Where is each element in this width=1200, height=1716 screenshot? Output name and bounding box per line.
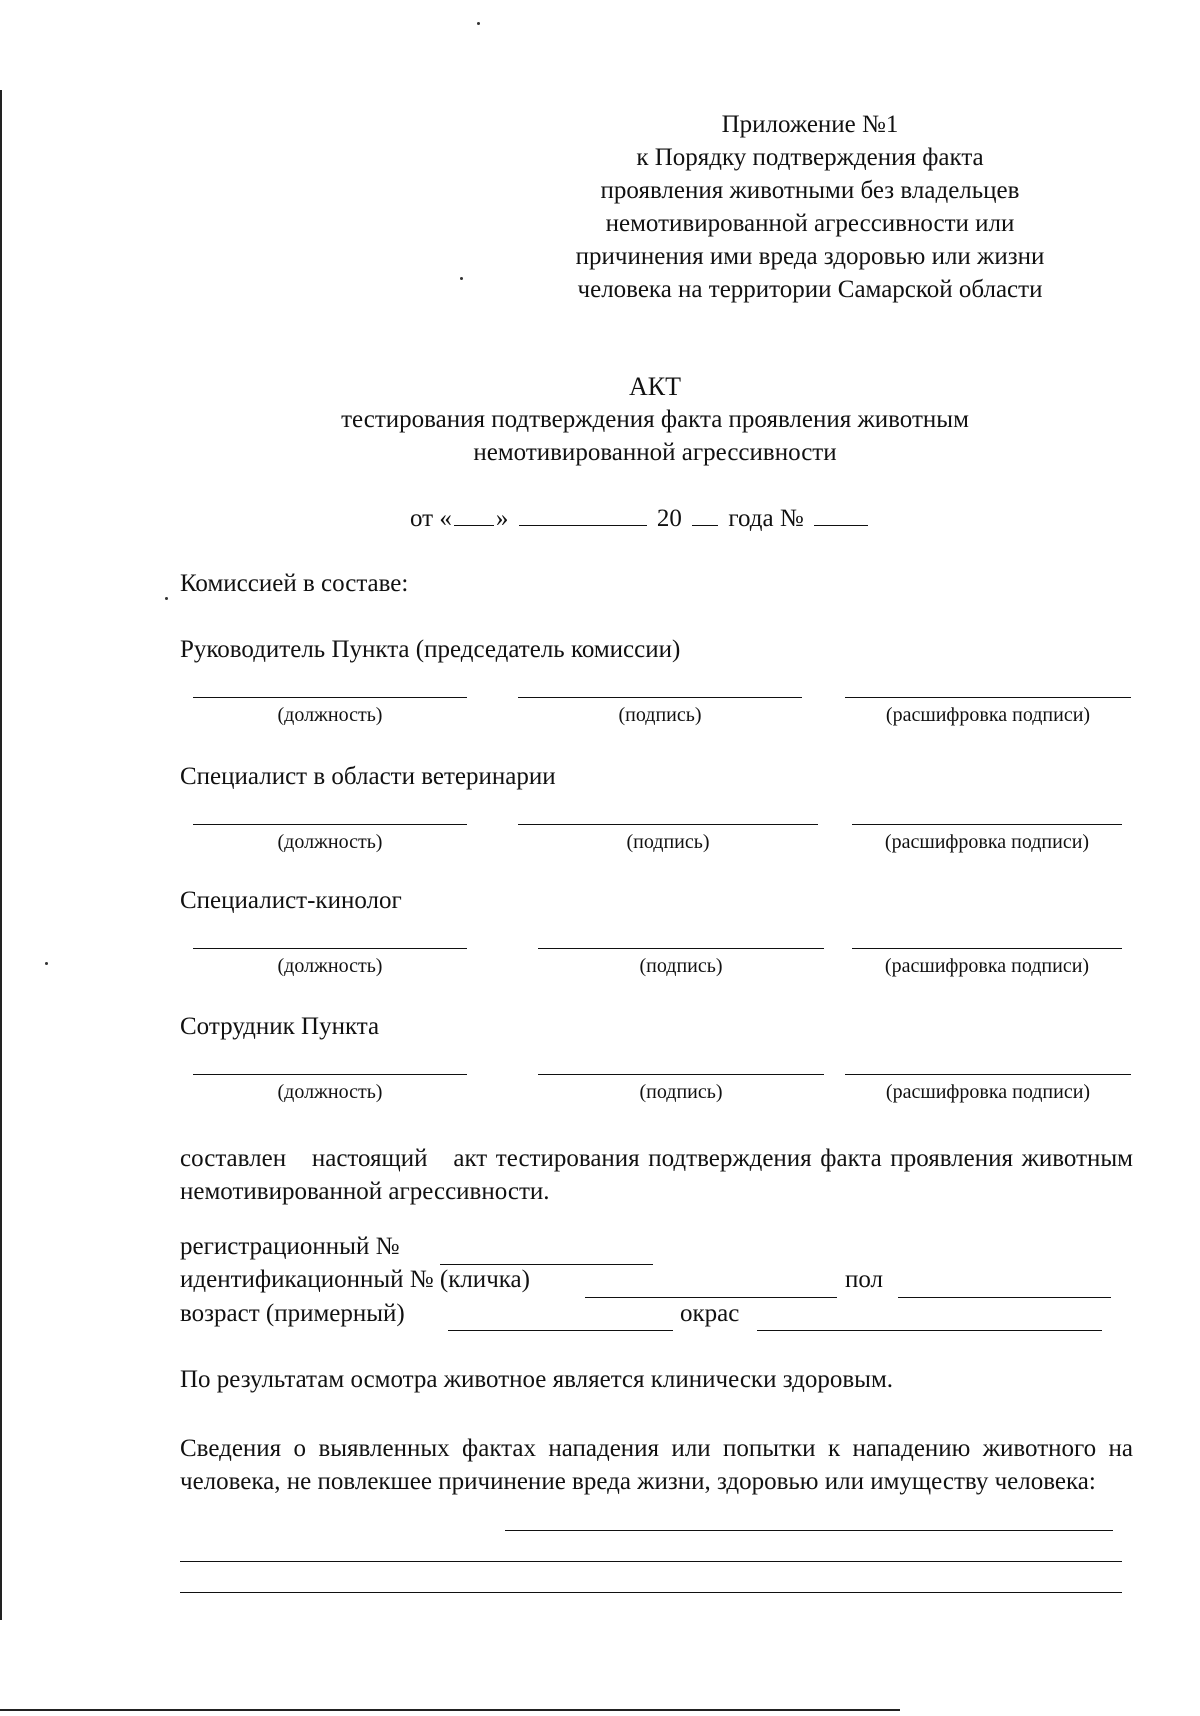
title-line: тестирования подтверждения факта проявления животным (341, 406, 969, 433)
signature-caption: (подпись) (639, 1081, 723, 1103)
scan-edge-left (0, 90, 2, 1620)
id-number-label: идентификационный № (кличка) (180, 1266, 530, 1293)
sex-label: пол (845, 1266, 884, 1293)
scan-speck (45, 962, 48, 965)
appendix-line: причинения ими вреда здоровью или жизни (575, 243, 1045, 270)
appendix-line: к Порядку подтверждения факта (636, 144, 984, 171)
day-blank[interactable] (454, 503, 494, 526)
reg-number-line[interactable] (440, 1264, 653, 1265)
act-number-blank[interactable] (814, 503, 868, 526)
year-prefix: 20 (656, 505, 682, 532)
decode-line[interactable] (845, 1074, 1131, 1075)
signature-line[interactable] (538, 948, 824, 949)
signature-caption: (подпись) (626, 831, 710, 853)
scan-speck (477, 22, 480, 25)
attacks-line[interactable] (180, 1592, 1122, 1593)
member-role: Специалист-кинолог (180, 887, 402, 914)
scan-edge-bottom (0, 1709, 900, 1711)
appendix-line: Приложение №1 (721, 111, 899, 138)
year-label: года № (728, 505, 804, 532)
color-label: окрас (680, 1300, 740, 1327)
attacks-text: Сведения о выявленных фактах нападения или попытки к нападению животного на человека, не повлекшее причинение вреда жизни, здоровью или имуществу человека: (180, 1435, 1133, 1495)
reg-number-label: регистрационный № (180, 1233, 400, 1260)
decode-line[interactable] (845, 697, 1131, 698)
date-close-quote: » (495, 505, 509, 532)
decode-caption: (расшифровка подписи) (885, 1081, 1091, 1103)
attacks-line[interactable] (180, 1561, 1122, 1562)
position-line[interactable] (193, 697, 467, 698)
title-line: немотивированной агрессивности (473, 439, 837, 466)
id-number-line[interactable] (585, 1297, 837, 1298)
signature-line[interactable] (518, 697, 802, 698)
document-title (200, 370, 1110, 469)
health-result-text: По результатам осмотра животное является клинически здоровым. (180, 1366, 894, 1393)
date-line (410, 503, 872, 533)
signature-caption: (подпись) (639, 955, 723, 977)
member-role: Сотрудник Пункта (180, 1013, 380, 1040)
position-caption: (должность) (277, 1081, 383, 1103)
signature-line[interactable] (518, 824, 818, 825)
month-blank[interactable] (519, 503, 647, 526)
signature-caption: (подпись) (618, 704, 702, 726)
decode-caption: (расшифровка подписи) (885, 704, 1091, 726)
member-role: Руководитель Пункта (председатель комиссии) (180, 636, 681, 663)
appendix-header (540, 108, 1080, 306)
appendix-line: человека на территории Самарской области (577, 276, 1043, 303)
position-caption: (должность) (277, 831, 383, 853)
position-caption: (должность) (277, 955, 383, 977)
position-line[interactable] (193, 824, 467, 825)
scan-speck (165, 597, 168, 600)
position-line[interactable] (193, 948, 467, 949)
signature-line[interactable] (538, 1074, 824, 1075)
commission-label: Комиссией в составе: (180, 570, 409, 597)
appendix-line: немотивированной агрессивности или (605, 210, 1015, 237)
statement-paragraph: составлен настоящий акт тестирования подтверждения факта проявления животным немотивированной агрессивности. (180, 1145, 1140, 1205)
decode-line[interactable] (852, 824, 1122, 825)
decode-line[interactable] (852, 948, 1122, 949)
color-line[interactable] (757, 1330, 1102, 1331)
member-role: Специалист в области ветеринарии (180, 763, 556, 790)
appendix-line: проявления животными без владельцев (600, 177, 1020, 204)
attacks-paragraph (180, 1432, 1133, 1498)
position-caption: (должность) (277, 704, 383, 726)
year-blank[interactable] (692, 503, 718, 526)
age-label: возраст (примерный) (180, 1300, 405, 1327)
attacks-line[interactable] (505, 1530, 1113, 1531)
sex-line[interactable] (898, 1297, 1111, 1298)
title-akt: АКТ (629, 372, 681, 401)
scan-speck (460, 277, 463, 280)
decode-caption: (расшифровка подписи) (884, 955, 1090, 977)
age-line[interactable] (448, 1330, 673, 1331)
position-line[interactable] (193, 1074, 467, 1075)
date-from-label: от « (410, 505, 452, 532)
decode-caption: (расшифровка подписи) (884, 831, 1090, 853)
